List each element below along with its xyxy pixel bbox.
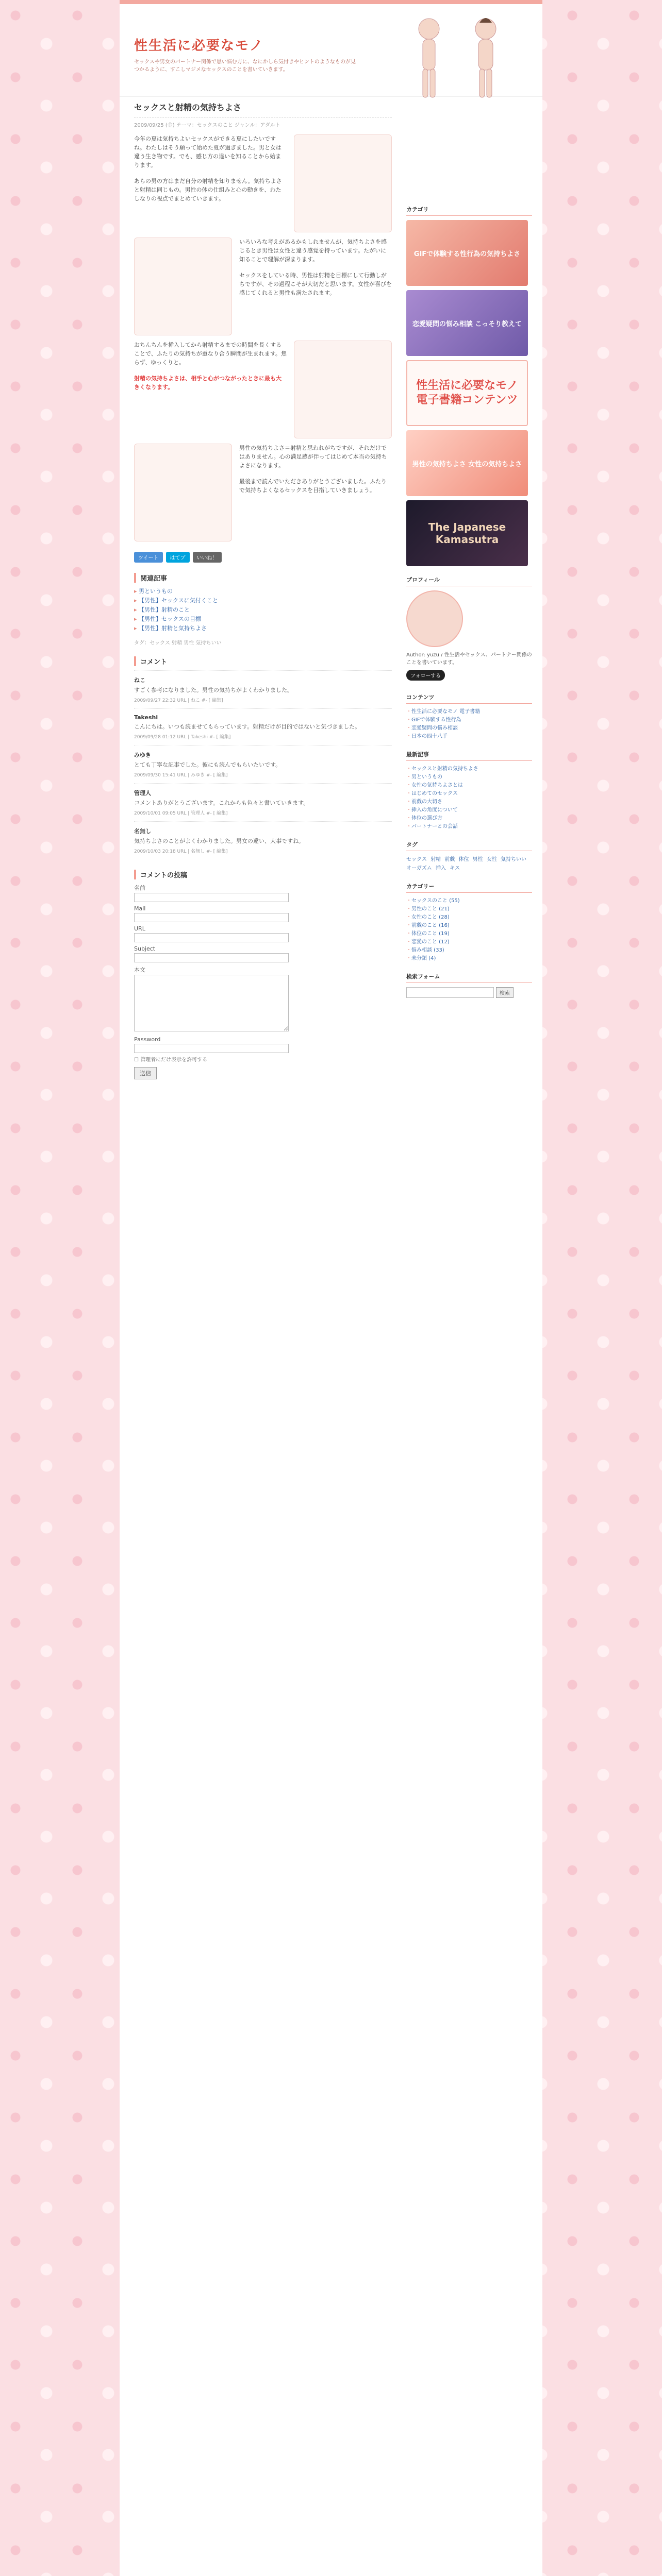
comment-body-textarea[interactable] (134, 975, 289, 1031)
comment-text: 気持ちよさのことがよくわかりました。男女の違い、大事ですね。 (134, 838, 304, 844)
illustration-image (134, 238, 232, 335)
name-input[interactable] (134, 893, 289, 902)
post-paragraph: 今年の夏は気持ちよいセックスができる夏にしたいですね。わたしはそう願って始めた夏が過ぎました。男と女は違う生き物です。でも、感じ方の違いを知ることから始まります。 (134, 135, 282, 168)
main-column (134, 98, 392, 1079)
content-item[interactable]: ・ 性生活に必要なモノ 電子書籍 (406, 708, 532, 716)
content-item[interactable]: ・ GIFで体験する性行為 (406, 716, 532, 724)
post-paragraph: おちんちんを挿入してから射精するまでの時間を長くすることで、ふたりの気持ちが重なり合う瞬間が生まれます。焦らず、ゆっくりと。 (134, 342, 287, 366)
category-item[interactable]: ・ 男性のこと (21) (406, 905, 532, 913)
email-input[interactable] (134, 913, 289, 922)
search-heading: 検索フォーム (406, 970, 532, 983)
category-item[interactable]: ・ 体位のこと (19) (406, 930, 532, 938)
profile-text: Author: yuzu / 性生活やセックス、パートナー関係のことを書いています。 (406, 652, 532, 666)
recent-item[interactable]: ・ 挿入の角度について (406, 806, 532, 815)
recent-item[interactable]: ・ 男というもの (406, 773, 532, 782)
name-label: 名前 (134, 885, 145, 891)
search-button[interactable]: 検索 (496, 987, 514, 998)
related-heading: 関連記事 (134, 573, 392, 583)
related-item[interactable]: ▸ 【男性】射精のこと (134, 605, 392, 615)
post-paragraph: あらの男の方はまだ自分の射精を知りません。気持ちよさと射精は同じもの。男性の体の仕組みと心の動きを、わたしなりの視点でまとめていきます。 (134, 178, 282, 202)
comment-text: すごく参考になりました。男性の気持ちがよくわかりました。 (134, 687, 293, 693)
password-input[interactable] (134, 1044, 289, 1053)
profile-heading: プロフィール (406, 573, 532, 586)
tag-link[interactable]: 女性 (486, 857, 497, 862)
post-title[interactable]: セックスと射精の気持ちよさ (134, 98, 392, 117)
category-item[interactable]: ・ 恋愛のこと (12) (406, 938, 532, 946)
site-header (120, 4, 542, 97)
tag-link[interactable]: 体位 (458, 857, 469, 862)
page (120, 0, 542, 2576)
illustration-image (294, 134, 392, 232)
comment (134, 783, 392, 821)
banner-kamasutra[interactable]: The Japanese Kamasutra (406, 500, 528, 566)
tag-link[interactable]: オーガズム (406, 866, 432, 871)
site-title[interactable]: 性生活に必要なモノ (134, 38, 264, 54)
subject-label: Subject (134, 945, 156, 952)
content-heading: コンテンツ (406, 691, 532, 704)
comment (134, 745, 392, 783)
comment-form (134, 884, 392, 1079)
category-item[interactable]: ・ セックスのこと (55) (406, 897, 532, 905)
password-label: Password (134, 1036, 161, 1043)
post-paragraph: 最後まで読んでいただきありがとうございました。ふたりで気持ちよくなるセックスを目指していきましょう。 (239, 478, 387, 494)
recent-heading: 最新記事 (406, 748, 532, 761)
top-bar (120, 0, 542, 4)
illustration-image (134, 444, 232, 541)
secret-label: 管理者にだけ表示を許可する (140, 1057, 208, 1063)
comment-author: 管理人 (134, 790, 151, 796)
comment (134, 670, 392, 708)
related-item[interactable]: ▸ 【男性】射精と気持ちよさ (134, 624, 392, 633)
recent-item[interactable]: ・ 女性の気持ちよさとは (406, 782, 532, 790)
comment-text: コメントありがとうございます。これからも色々と書いていきます。 (134, 800, 309, 806)
category-item[interactable]: ・ 前戯のこと (16) (406, 922, 532, 930)
comments-heading: コメント (134, 656, 392, 666)
recent-item[interactable]: ・ パートナーとの会話 (406, 823, 532, 831)
tag-link[interactable]: 射精 (431, 857, 441, 862)
comment-form-heading: コメントの投稿 (134, 870, 392, 879)
tag-cloud (406, 855, 532, 873)
recent-item[interactable]: ・ セックスと射精の気持ちよさ (406, 765, 532, 773)
categories-heading: カテゴリ (406, 203, 532, 216)
email-label: Mail (134, 905, 146, 912)
illustration-image (294, 341, 392, 438)
submit-button[interactable]: 送信 (134, 1067, 157, 1079)
follow-button[interactable]: フォローする (406, 670, 445, 681)
subject-input[interactable] (134, 953, 289, 962)
comment-text: とても丁寧な記事でした。彼にも読んでもらいたいです。 (134, 761, 282, 768)
comment (134, 821, 392, 859)
comment-author: Takeshi (134, 714, 158, 721)
recent-item[interactable]: ・ はじめてのセックス (406, 790, 532, 798)
recent-item[interactable]: ・ 前戯の大切さ (406, 798, 532, 806)
banner-gif[interactable]: GIFで体験する性行為の気持ちよさ (406, 220, 528, 286)
content-item[interactable]: ・ 恋愛疑問の悩み相談 (406, 724, 532, 733)
site-description: セックスや男女のパートナー関係で思い悩む方に、なにかしら気付きやヒントのようなものが見つかるように、すこしマジメなセックスのことを書いていきます。 (134, 59, 356, 73)
comment-meta[interactable]: 2009/09/27 22:32 URL | ねこ #- [ 編集] (134, 698, 223, 703)
tag-link[interactable]: 気持ちいい (501, 857, 527, 862)
recent-list (406, 765, 532, 831)
post-paragraph: いろいろな考えがあるかもしれませんが、気持ちよさを感じるとき男性は女性と違う感覚を持っています。たがいに知ることで理解が深まります。 (239, 239, 387, 263)
tweet-button[interactable]: ツイート (134, 552, 163, 563)
related-list (134, 587, 392, 633)
url-input[interactable] (134, 933, 289, 942)
avatar (406, 590, 463, 647)
content-list (406, 708, 532, 741)
comment-meta[interactable]: 2009/09/28 01:12 URL | Takeshi #- [ 編集] (134, 735, 231, 740)
post-tags[interactable]: タグ：セックス 射精 男性 気持ちいい (134, 640, 222, 646)
related-item[interactable]: ▸ 【男性】セックスに気付くこと (134, 596, 392, 605)
tag-link[interactable]: 男性 (472, 857, 483, 862)
category-list (406, 897, 532, 963)
tag-link[interactable]: キス (450, 866, 460, 871)
post-paragraph: セックスをしている時、男性は射精を目標にして行動しがちですが、その過程こそが大切だと思います。女性が喜びを感じてくれると男性も満たされます。 (239, 272, 392, 296)
url-label: URL (134, 925, 145, 932)
tag-link[interactable]: 挿入 (436, 866, 446, 871)
banner-ebook[interactable]: 性生活に必要なモノ 電子書籍コンテンツ (406, 360, 528, 426)
body-label: 本文 (134, 967, 145, 973)
tag-link[interactable]: 前戯 (444, 857, 455, 862)
category-item[interactable]: ・ 女性のこと (28) (406, 913, 532, 922)
header-illustration (393, 13, 522, 101)
sidebar (406, 196, 532, 1001)
comment-text: こんにちは。いつも読ませてもらっています。射精だけが目的ではないと気づきました。 (134, 723, 361, 730)
comment-author: 名無し (134, 828, 151, 835)
share-buttons (134, 552, 392, 563)
search-input[interactable] (406, 987, 494, 998)
post-meta: 2009/09/25 (金) テーマ：セックスのこと ジャンル：アダルト (134, 123, 280, 128)
search-form (406, 987, 532, 998)
category-item[interactable]: ・ 未分類 (4) (406, 955, 532, 963)
category-list-heading: カテゴリー (406, 880, 532, 893)
comment-meta[interactable]: 2009/10/03 20:18 URL | 名無し #- [ 編集] (134, 849, 228, 854)
related-item[interactable]: ▸ 男というもの (134, 587, 392, 596)
banner-consult[interactable]: 恋愛疑問の悩み相談 こっそり教えて (406, 290, 528, 356)
post-paragraph: 男性の気持ちよさ＝射精と思われがちですが、それだけではありません。心の満足感が伴ってはじめて本当の気持ちよさになります。 (239, 445, 387, 469)
tag-heading: タグ (406, 838, 532, 851)
comment (134, 708, 392, 745)
like-button[interactable]: いいね！ (193, 552, 222, 563)
post-emphasis: 射精の気持ちよさは、相手と心がつながったときに最も大きくなります。 (134, 375, 282, 391)
comment-author: みゆき (134, 752, 151, 758)
comment-meta[interactable]: 2009/10/01 09:05 URL | 管理人 #- [ 編集] (134, 811, 228, 816)
related-item[interactable]: ▸ 【男性】セックスの目標 (134, 615, 392, 624)
tag-link[interactable]: セックス (406, 857, 427, 862)
hatena-button[interactable]: はてブ (166, 552, 190, 563)
category-item[interactable]: ・ 悩み相談 (33) (406, 946, 532, 955)
banner-pleasure[interactable]: 男性の気持ちよさ 女性の気持ちよさ (406, 430, 528, 496)
content-item[interactable]: ・ 日本の四十八手 (406, 733, 532, 741)
recent-item[interactable]: ・ 体位の選び方 (406, 815, 532, 823)
comment-author: ねこ (134, 677, 145, 684)
comment-meta[interactable]: 2009/09/30 15:41 URL | みゆき #- [ 編集] (134, 773, 228, 778)
secret-checkbox[interactable]: ☐ 管理者にだけ表示を許可する (134, 1057, 208, 1063)
